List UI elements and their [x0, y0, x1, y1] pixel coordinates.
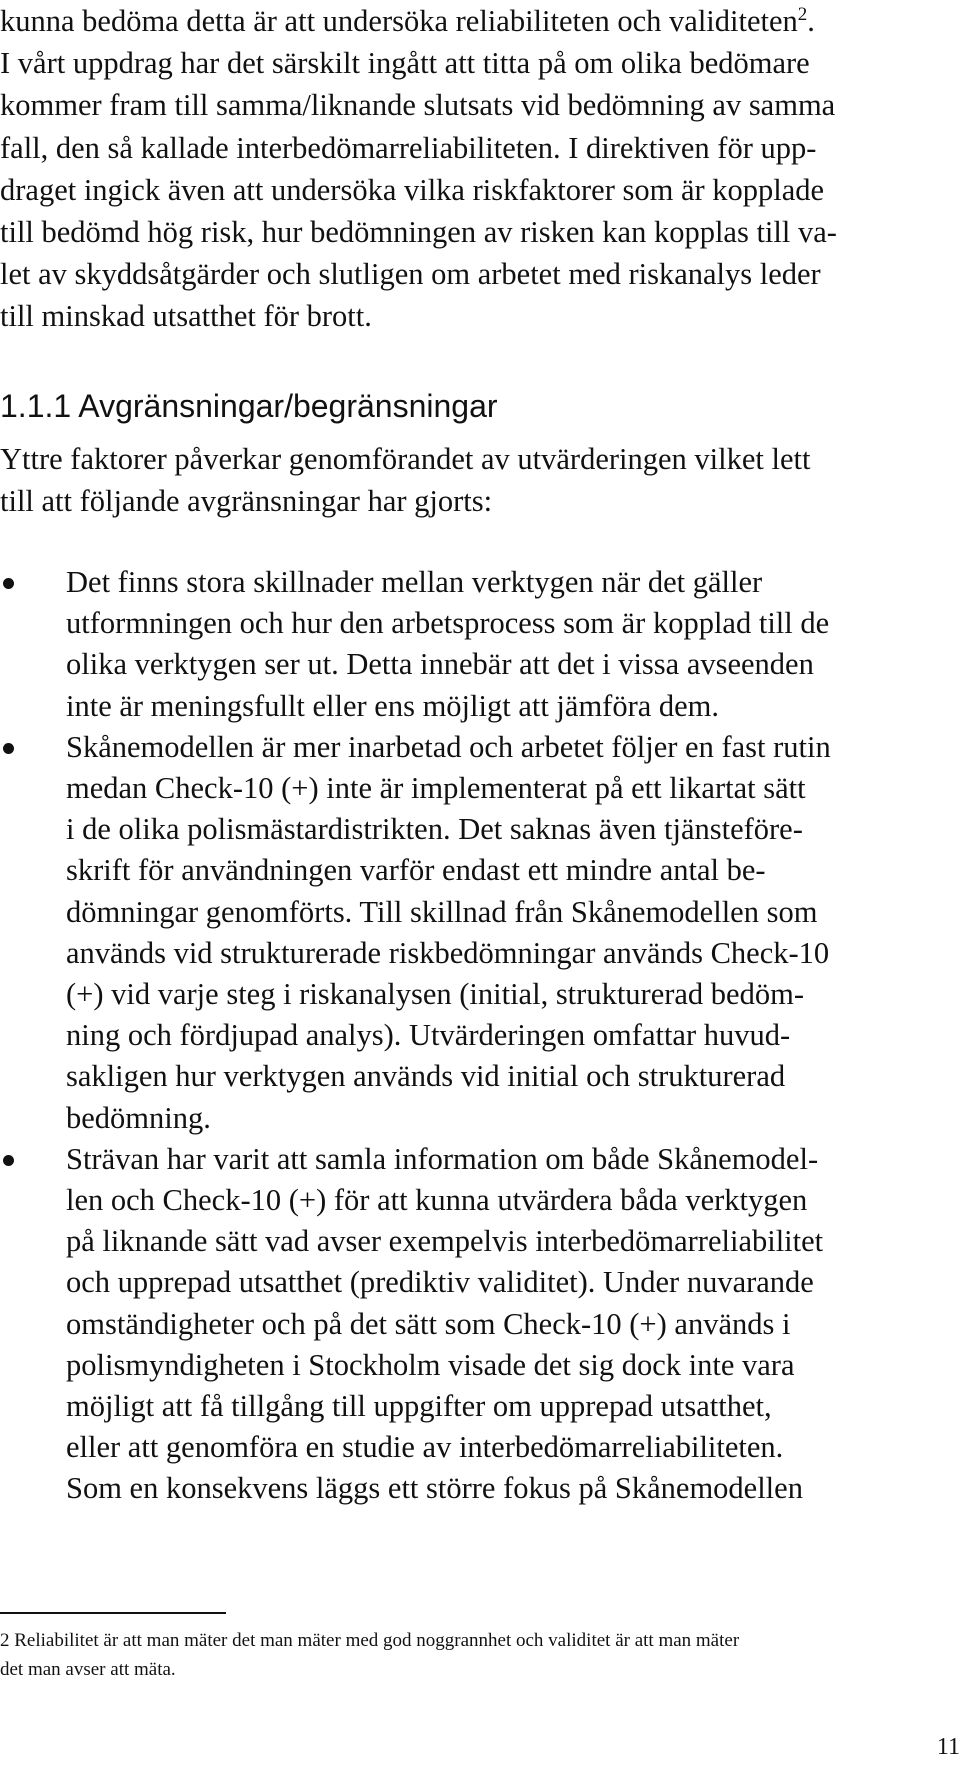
lead-line: till att följande avgränsningar har gjorts: — [0, 484, 493, 519]
intro-line: let av skyddsåtgärder och slutligen om arbetet med riskanalys leder — [0, 257, 821, 292]
bullet-line: på liknande sätt vad avser exempelvis interbedömarreliabilitet — [66, 1224, 824, 1259]
bullet-line: (+) vid varje steg i riskanalysen (initial, strukturerad bedöm- — [66, 977, 804, 1012]
footnote — [0, 1626, 739, 1684]
intro-line: fall, den så kallade interbedömarreliabiliteten. I direktiven för upp- — [0, 130, 817, 165]
bullet-item — [0, 727, 831, 1139]
bullet-line: bedömning. — [66, 1100, 211, 1135]
bullet-line: dömningar genomförts. Till skillnad från Skånemodellen som — [66, 894, 818, 929]
footnote-line: det man avser att mäta. — [0, 1659, 176, 1680]
bullet-dot-icon — [3, 743, 14, 754]
intro-line: till bedömd hög risk, hur bedömningen av risken kan kopplas till va- — [0, 215, 837, 250]
bullet-line: olika verktygen ser ut. Detta innebär att det i vissa avseenden — [66, 647, 814, 682]
footnote-reference[interactable]: 2 — [797, 3, 808, 25]
lead-line: Yttre faktorer påverkar genomförandet av utvärderingen vilket lett — [0, 442, 811, 476]
bullet-line: Som en konsekvens läggs ett större fokus på Skånemodellen — [66, 1471, 803, 1506]
intro-line: I vårt uppdrag har det särskilt ingått att titta på om olika bedömare — [0, 46, 810, 81]
bullet-line: inte är meningsfullt eller ens möjligt att jämföra dem. — [66, 688, 720, 723]
footnote-line: 2 Reliabilitet är att man mäter det man mäter med god noggrannhet och validitet är att man mäter — [0, 1630, 740, 1651]
bullet-item — [0, 1139, 831, 1510]
bullet-line: len och Check-10 (+) för att kunna utvärdera båda verktygen — [66, 1183, 808, 1218]
bullet-line: och upprepad utsatthet (prediktiv validitet). Under nuvarande — [66, 1265, 814, 1300]
intro-line: till minskad utsatthet för brott. — [0, 299, 372, 334]
intro-line-text: kunna bedöma detta är att undersöka reliabiliteten och validiteten — [0, 4, 798, 38]
bullet-line: omständigheter och på det sätt som Check-10 (+) används i — [66, 1306, 791, 1341]
bullet-line: skrift för användningen varför endast ett mindre antal be- — [66, 853, 766, 888]
page-number: 11 — [936, 1734, 960, 1760]
bullet-item — [0, 562, 831, 727]
bullet-list — [0, 562, 831, 1510]
bullet-line: polismyndigheten i Stockholm visade det sig dock inte vara — [66, 1347, 795, 1382]
bullet-line: utformningen och hur den arbetsprocess som är kopplad till de — [66, 606, 830, 641]
intro-line — [0, 0, 960, 42]
footnote-divider — [0, 1612, 226, 1614]
bullet-dot-icon — [3, 1155, 14, 1166]
intro-line: draget ingick även att undersöka vilka riskfaktorer som är kopplade — [0, 172, 825, 207]
bullet-line: ning och fördjupad analys). Utvärderingen omfattar huvud- — [66, 1018, 791, 1053]
bullet-line: medan Check-10 (+) inte är implementerat på ett likartat sätt — [66, 771, 806, 806]
bullet-line: Strävan har varit att samla information om både Skånemodel- — [66, 1141, 819, 1176]
bullet-line: Det finns stora skillnader mellan verktygen när det gäller — [66, 565, 763, 599]
bullet-line: i de olika polismästardistrikten. Det saknas även tjänsteföre- — [66, 812, 803, 847]
bullet-line: Skånemodellen är mer inarbetad och arbetet följer en fast rutin — [66, 729, 831, 764]
intro-line: kommer fram till samma/liknande slutsats vid bedömning av samma — [0, 88, 836, 123]
bullet-line: eller att genomföra en studie av interbedömarreliabiliteten. — [66, 1430, 784, 1465]
bullet-dot-icon — [3, 578, 14, 589]
section-lead-paragraph — [0, 438, 810, 522]
intro-paragraph — [0, 0, 960, 338]
bullet-line: möjligt att få tillgång till uppgifter om upprepad utsatthet, — [66, 1389, 772, 1424]
bullet-line: sakligen hur verktygen används vid initial och strukturerad — [66, 1059, 786, 1094]
section-heading: 1.1.1 Avgränsningar/begränsningar — [0, 388, 498, 424]
bullet-line: används vid strukturerade riskbedömningar används Check-10 — [66, 935, 830, 970]
intro-line-end: . — [807, 4, 815, 38]
